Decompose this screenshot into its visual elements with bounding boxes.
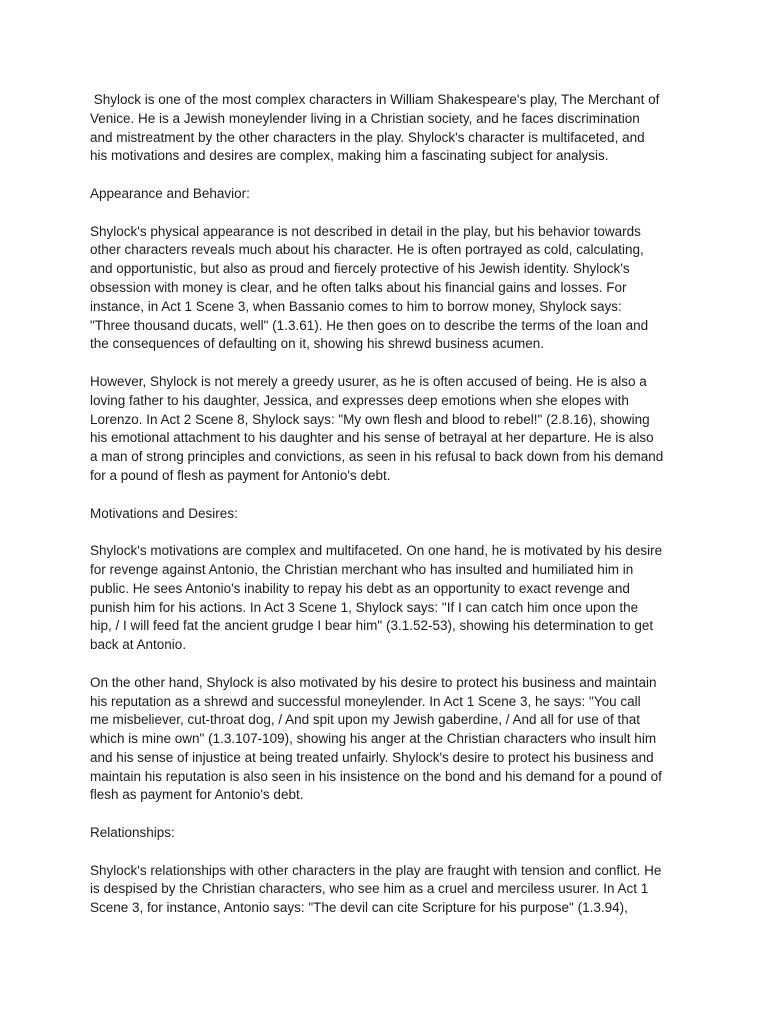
text-line: Shylock's relationships with other characters in the play are fraught with tension and conflict. He xyxy=(90,862,662,878)
text-line: other characters reveals much about his character. He is often portrayed as cold, calculating, xyxy=(90,242,644,258)
section-heading xyxy=(90,185,688,204)
text-line: and his sense of injustice at being treated unfairly. Shylock's desire to protect his business and xyxy=(90,749,654,765)
text-line: his reputation as a shrewd and successful moneylender. In Act 1 Scene 3, he says: "You call xyxy=(90,693,641,709)
text-line: which is mine own" (1.3.107-109), showing his anger at the Christian characters who insult him xyxy=(90,731,657,747)
text-line: and opportunistic, but also as proud and fiercely protective of his Jewish identity. Shylock's xyxy=(90,261,630,277)
text-line: punish him for his actions. In Act 3 Scene 1, Shylock says: "If I can catch him once upon the xyxy=(90,599,639,615)
text-line: flesh as payment for Antonio's debt. xyxy=(90,787,304,803)
text-line: However, Shylock is not merely a greedy usurer, as he is often accused of being. He is also a xyxy=(90,373,647,389)
text-line: "Three thousand ducats, well" (1.3.61). He then goes on to describe the terms of the loan and xyxy=(90,317,649,333)
text-line: Appearance and Behavior: xyxy=(90,185,250,201)
body-paragraph xyxy=(90,223,688,355)
body-paragraph xyxy=(90,91,688,166)
text-line: Scene 3, for instance, Antonio says: "The devil can cite Scripture for his purpose" (1.3.94), xyxy=(90,900,628,916)
text-line: me misbeliever, cut-throat dog, / And spit upon my Jewish gaberdine, / And all for use of that xyxy=(90,712,641,728)
body-paragraph xyxy=(90,542,688,655)
text-line: public. He sees Antonio's inability to repay his debt as an opportunity to exact revenge and xyxy=(90,580,630,596)
text-line: his motivations and desires are complex, making him a fascinating subject for analysis. xyxy=(90,148,609,164)
text-line: Shylock's physical appearance is not described in detail in the play, but his behavior towards xyxy=(90,223,641,239)
text-line: his emotional attachment to his daughter and his sense of betrayal at her departure. He is also xyxy=(90,430,654,446)
text-line: Shylock's motivations are complex and multifaceted. On one hand, he is motivated by his desire xyxy=(90,543,663,559)
text-line: loving father to his daughter, Jessica, and expresses deep emotions when she elopes with xyxy=(90,392,629,408)
text-line: Lorenzo. In Act 2 Scene 8, Shylock says: "My own flesh and blood to rebel!" (2.8.16), showing xyxy=(90,411,650,427)
section-heading xyxy=(90,824,688,843)
body-paragraph xyxy=(90,373,688,486)
text-line: back at Antonio. xyxy=(90,637,187,653)
text-line: the consequences of defaulting on it, showing his shrewd business acumen. xyxy=(90,336,545,352)
text-line: a man of strong principles and convictions, as seen in his refusal to back down from his demand xyxy=(90,449,664,465)
body-paragraph xyxy=(90,862,688,918)
text-line: for a pound of flesh as payment for Antonio's debt. xyxy=(90,467,391,483)
text-line: Relationships: xyxy=(90,825,175,841)
text-line: instance, in Act 1 Scene 3, when Bassanio comes to him to borrow money, Shylock says: xyxy=(90,298,622,314)
text-line: obsession with money is clear, and he often talks about his financial gains and losses. For xyxy=(90,279,627,295)
text-line: Shylock is one of the most complex characters in William Shakespeare's play, The Merchant of xyxy=(90,92,660,107)
text-line: is despised by the Christian characters, who see him as a cruel and merciless usurer. In Act 1 xyxy=(90,881,649,897)
text-line: for revenge against Antonio, the Christian merchant who has insulted and humiliated him in xyxy=(90,561,634,577)
text-line: hip, / I will feed fat the ancient grudge I bear him" (3.1.52-53), showing his determination to get xyxy=(90,618,654,634)
text-line: maintain his reputation is also seen in his insistence on the bond and his demand for a pound of xyxy=(90,768,662,784)
body-paragraph xyxy=(90,674,688,806)
section-heading xyxy=(90,505,688,524)
document-page xyxy=(90,91,688,937)
text-line: Motivations and Desires: xyxy=(90,505,238,521)
text-line: Venice. He is a Jewish moneylender living in a Christian society, and he faces discrimination xyxy=(90,110,640,126)
text-line: and mistreatment by the other characters in the play. Shylock's character is multifaceted, and xyxy=(90,129,645,145)
text-line: On the other hand, Shylock is also motivated by his desire to protect his business and maintain xyxy=(90,674,657,690)
